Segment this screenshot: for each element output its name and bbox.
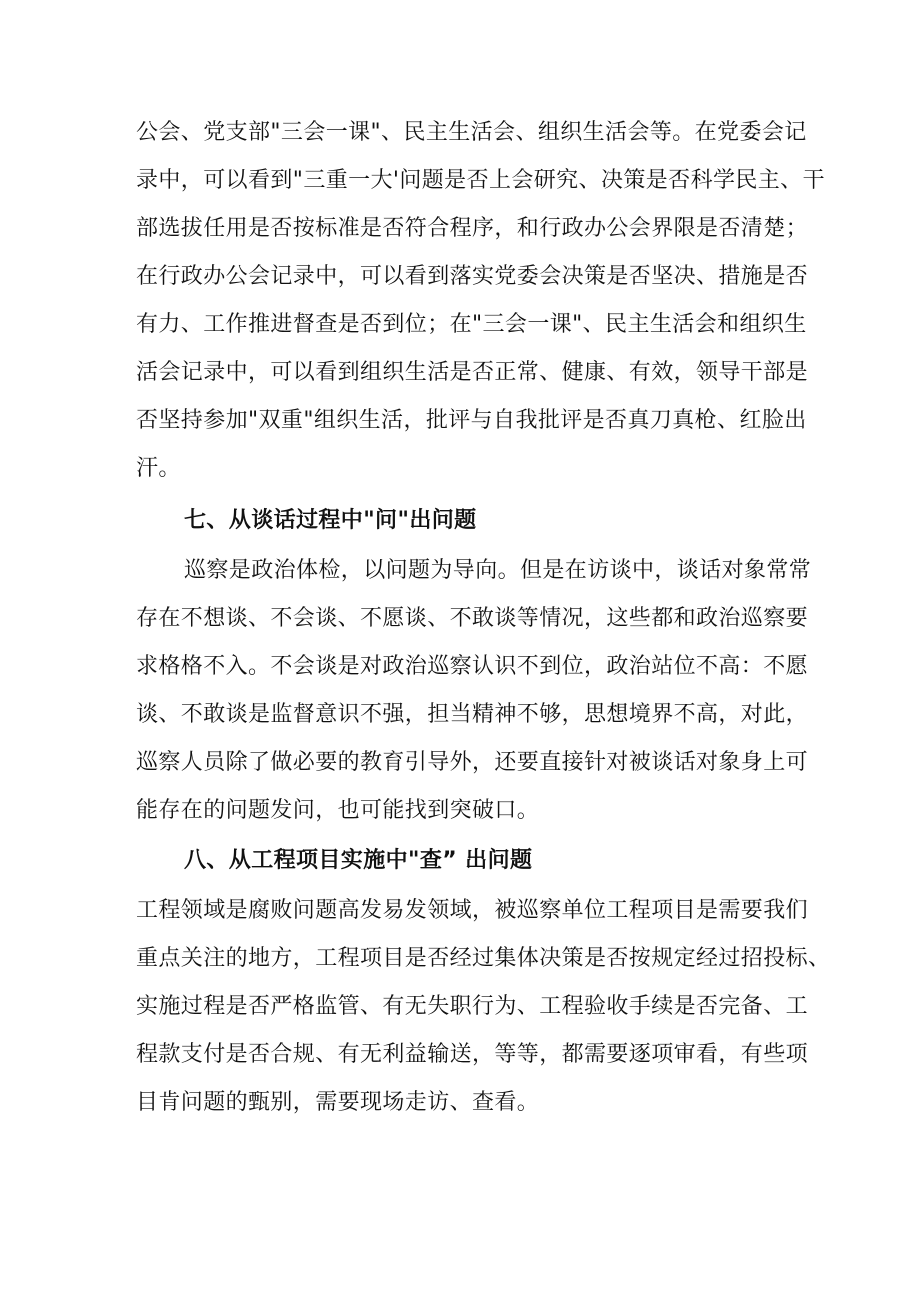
paragraph-line: 汗。 [136,456,181,481]
paragraph-line: 部选拔任用是否按标准是否符合程序，和行政办公会界限是否清楚； [136,216,809,241]
section-heading-8: 八、从工程项目实施中"查” 出问题 [184,848,533,873]
paragraph-line: 求格格不入。不会谈是对政治巡察认识不到位，政治站位不高：不愿 [136,654,809,679]
paragraph-line: 录中，可以看到"三重一大'问题是否上会研究、决策是否科学民主、干 [136,168,825,193]
paragraph-line: 程款支付是否合规、有无利益输送，等等，都需要逐项审看，有些项 [136,1042,809,1067]
paragraph-line: 谈、不敢谈是监督意识不强，担当精神不够，思想境界不高，对此， [136,702,809,727]
paragraph-line: 在行政办公会记录中，可以看到落实党委会决策是否坚决、措施是否 [136,264,809,289]
paragraph-line: 公会、党支部"三会一课"、民主生活会、组织生活会等。在党委会记 [136,120,807,145]
paragraph-line: 实施过程是否严格监管、有无失职行为、工程验收手续是否完备、工 [136,994,809,1019]
paragraph-line: 活会记录中，可以看到组织生活是否正常、健康、有效，领导干部是 [136,360,809,385]
paragraph-line: 目肯问题的甄别，需要现场走访、查看。 [136,1090,540,1115]
paragraph-line: 巡察是政治体检，以问题为导向。但是在访谈中，谈话对象常常 [184,558,812,583]
paragraph-line: 能存在的问题发问，也可能找到突破口。 [136,798,540,823]
section-heading-7: 七、从谈话过程中"问"出问题 [184,508,477,533]
paragraph-line: 否坚持参加"双重"组织生活，批评与自我批评是否真刀真枪、红脸出 [136,408,807,433]
paragraph-line: 工程领域是腐败问题高发易发领域，被巡察单位工程项目是需要我们 [136,898,809,923]
paragraph-line: 有力、工作推进督查是否到位；在"三会一课"、民主生活会和组织生 [136,312,807,337]
paragraph-line: 存在不想谈、不会谈、不愿谈、不敢谈等情况，这些都和政治巡察要 [136,606,809,631]
paragraph-line: 巡察人员除了做必要的教育引导外，还要直接针对被谈话对象身上可 [136,750,809,775]
paragraph-line: 重点关注的地方，工程项目是否经过集体决策是否按规定经过招投标、 [136,946,831,971]
